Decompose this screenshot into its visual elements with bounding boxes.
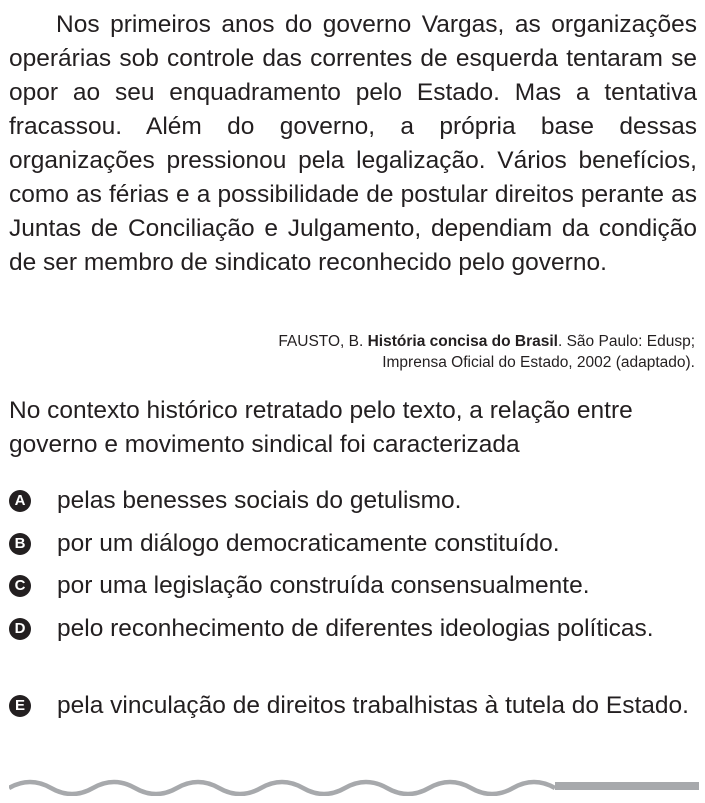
wavy-divider-bar xyxy=(555,782,699,790)
citation-author: FAUSTO, B. xyxy=(278,333,368,350)
passage-text: Nos primeiros anos do governo Vargas, as organizações operárias sob controle das correntes de esquerda tentaram se opor ao seu enquadramento pelo Estado. Mas a tentativa fracassou. Além do governo, a própria base dessas organizações pressionou pela legalização. Vários benefícios, como as férias e a possibilidade de postular direitos perante as Juntas de Conciliação e Julgamento, dependiam da condição de ser membro de sindicato reconhecido pelo governo. xyxy=(9,11,697,276)
option-text: pelas benesses sociais do getulismo. xyxy=(57,487,462,514)
citation-title: História concisa do Brasil xyxy=(367,333,558,350)
option-letter-badge: E xyxy=(9,695,31,717)
option-letter-badge: C xyxy=(9,575,31,597)
option-text: por uma legislação construída consensualmente. xyxy=(57,572,590,599)
option-letter-badge: D xyxy=(9,618,31,640)
option-text: pelo reconhecimento de diferentes ideologias políticas. xyxy=(57,615,654,642)
option-text: por um diálogo democraticamente constituído. xyxy=(57,530,560,557)
citation-edition: Imprensa Oficial do Estado, 2002 (adaptado). xyxy=(382,354,695,371)
option-letter-badge: B xyxy=(9,533,31,555)
citation xyxy=(195,331,695,373)
citation-publisher: . São Paulo: Edusp; xyxy=(557,333,695,350)
wavy-divider xyxy=(9,772,699,796)
wavy-divider-wave xyxy=(9,782,555,794)
question-stem: No contexto histórico retratado pelo texto, a relação entre governo e movimento sindical foi caracterizada xyxy=(9,397,633,458)
option-letter-badge: A xyxy=(9,490,31,512)
option-text: pela vinculação de direitos trabalhistas à tutela do Estado. xyxy=(57,692,689,719)
